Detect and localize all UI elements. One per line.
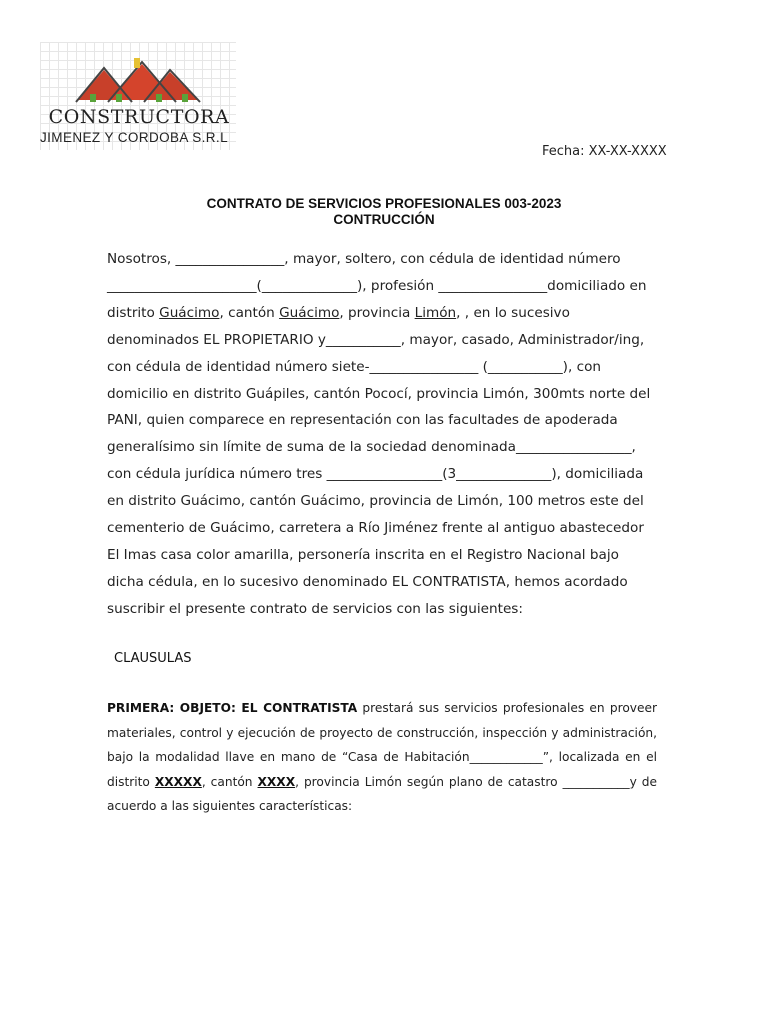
logo-company-name: CONSTRUCTORA [48,106,230,128]
title-line-1: CONTRATO DE SERVICIOS PROFESIONALES 003-2023 [206,196,562,211]
province-limon: Limón [414,304,457,321]
clausulas-heading: CLAUSULAS [114,651,192,666]
intro-paragraph [107,246,657,623]
title-line-2: CONTRUCCIÓN [333,212,435,227]
date-line: Fecha: XX-XX-XXXX [542,144,667,159]
intro-text-2: , cantón [219,304,280,321]
clause-district-placeholder: XXXXX [154,774,202,789]
logo-company-subtitle: JIMENEZ Y CORDOBA S.R.L [40,130,228,145]
canton-guacimo: Guácimo [279,304,340,321]
intro-text-1: Nosotros, ________________, mayor, soltero, con cédula de identidad número ______________________(______________), profesión ________________domiciliado en distrito [107,251,647,321]
intro-text-4: , , en lo sucesivo denominados EL PROPIETARIO y___________, mayor, casado, Administrador/ing, con cédula de identidad número siete-________________ (___________), con domicilio en distrito Guápiles, cantón Pococí, provincia Limón, 300mts norte del PANI, quien comparece en representación con las facultades de apoderada generalísimo sin límite de suma de la sociedad denominada_________________, con cédula jurídica número tres _________________(3______________), domiciliada en distrito Guácimo, cantón Guácimo, provincia de Limón, 100 metros este del cementerio de Guácimo, carretera a Río Jiménez frente al antiguo abastecedor El Imas casa color amarilla, personería inscrita en el Registro Nacional bajo dicha cédula, en lo sucesivo denominado EL CONTRATISTA, hemos acordado suscribir el presente contrato de servicios con las siguientes: [107,304,651,617]
intro-text-3: , provincia [339,304,415,321]
company-logo [40,42,236,150]
clause-primera-heading: PRIMERA: OBJETO: EL CONTRATISTA [107,701,358,715]
clause-primera [107,696,657,819]
house-roof-icon [70,56,206,106]
district-guacimo: Guácimo [159,304,220,321]
document-title [150,196,618,228]
clause-primera-text-3: , provincia Limón según plano de catastro ___________y de acuerdo a las siguientes características: [107,774,658,814]
clause-primera-text-2: , cantón [201,774,258,789]
clause-primera-text-1: prestará sus servicios profesionales en proveer materiales, control y ejecución de proyecto de construcción, inspección y administración, bajo la modalidad llave en mano de “Casa de Habitación____________”, localizada en el distrito [107,701,657,789]
clause-canton-placeholder: XXXX [257,774,296,789]
